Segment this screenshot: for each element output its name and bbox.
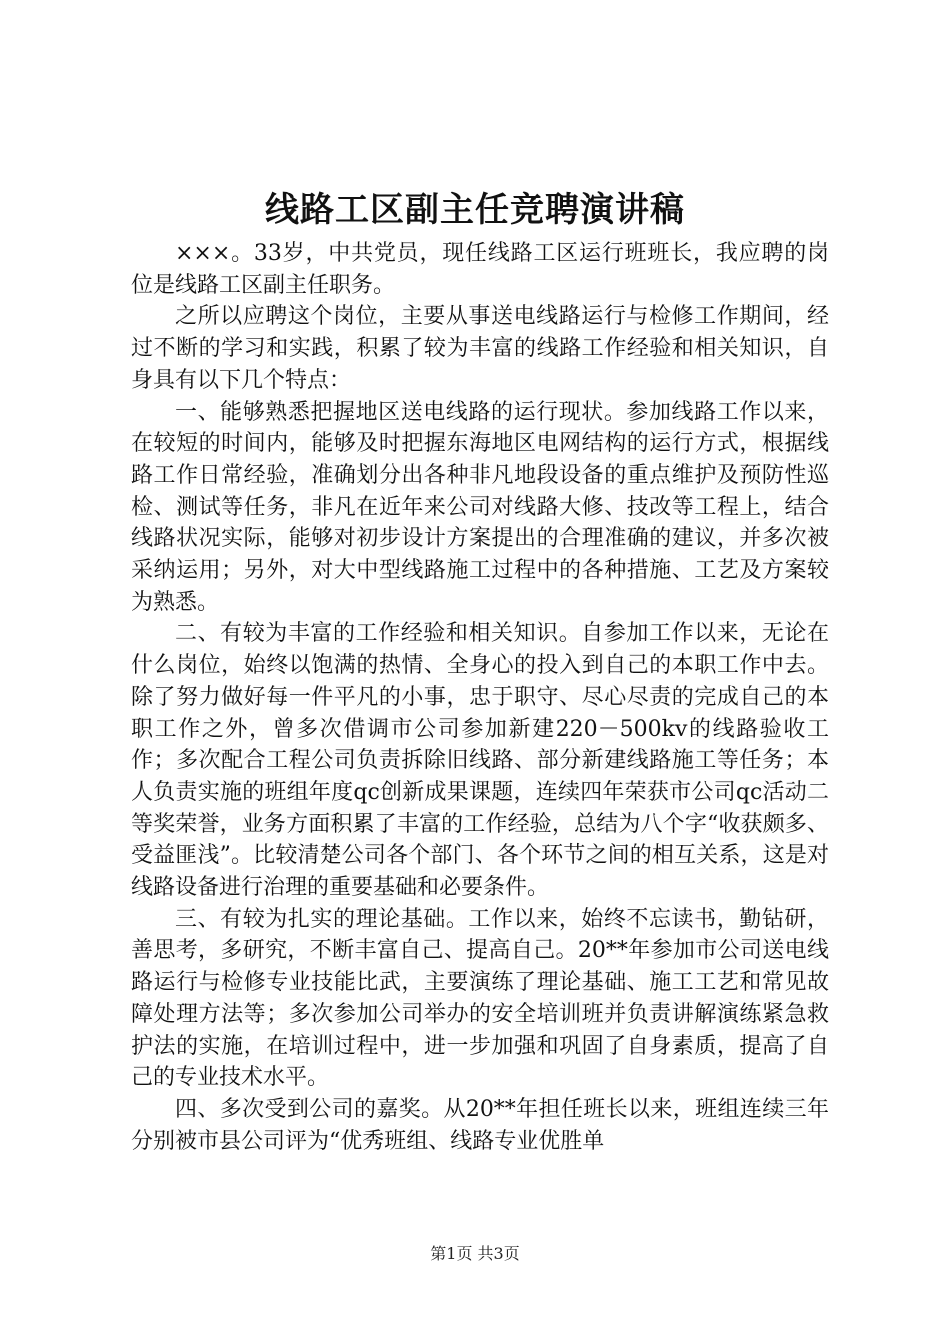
paragraph-point-3: 三、有较为扎实的理论基础。工作以来，始终不忘读书，勤钻研，善思考，多研究，不断丰富自己、提高自己。20**年参加市公司送电线路运行与检修专业技能比武，主要演练了理论基础、施工工艺和常见故障处理方法等；多次参加公司举办的安全培训班并负责讲解演练紧急救护法的实施，在培训过程中，进一步加强和巩固了自身素质，提高了自己的专业技术水平。 [131,906,829,1091]
paragraph-point-1: 一、能够熟悉把握地区送电线路的运行现状。参加线路工作以来，在较短的时间内，能够及时把握东海地区电网结构的运行方式，根据线路工作日常经验，准确划分出各种非凡地段设备的重点维护及预防性巡检、测试等任务，非凡在近年来公司对线路大修、技改等工程上，结合线路状况实际，能够对初步设计方案提出的合理准确的建议，并多次被采纳运用；另外，对大中型线路施工过程中的各种措施、工艺及方案较为熟悉。 [131,399,829,615]
page-number-footer: 第1页 共3页 [430,1244,520,1263]
document-title: 线路工区副主任竞聘演讲稿 [265,190,685,230]
document-body [131,238,829,1157]
paragraph-intro: ×××。33岁，中共党员，现任线路工区运行班班长，我应聘的岗位是线路工区副主任职务。 [131,241,829,298]
paragraph-point-4: 四、多次受到公司的嘉奖。从20**年担任班长以来，班组连续三年分别被市县公司评为“优秀班组、线路专业优胜单 [131,1096,829,1154]
paragraph-reason: 之所以应聘这个岗位，主要从事送电线路运行与检修工作期间，经过不断的学习和实践，积累了较为丰富的线路工作经验和相关知识，自身具有以下几个特点： [131,304,829,393]
paragraph-point-2: 二、有较为丰富的工作经验和相关知识。自参加工作以来，无论在什么岗位，始终以饱满的热情、全身心的投入到自己的本职工作中去。除了努力做好每一件平凡的小事，忠于职守、尽心尽责的完成自己的本职工作之外，曾多次借调市公司参加新建220－500kv的线路验收工作；多次配合工程公司负责拆除旧线路、部分新建线路施工等任务；本人负责实施的班组年度qc创新成果课题，连续四年荣获市公司qc活动二等奖荣誉，业务方面积累了丰富的工作经验，总结为八个字“收获颇多、受益匪浅”。比较清楚公司各个部门、各个环节之间的相互关系，这是对线路设备进行治理的重要基础和必要条件。 [131,621,829,901]
